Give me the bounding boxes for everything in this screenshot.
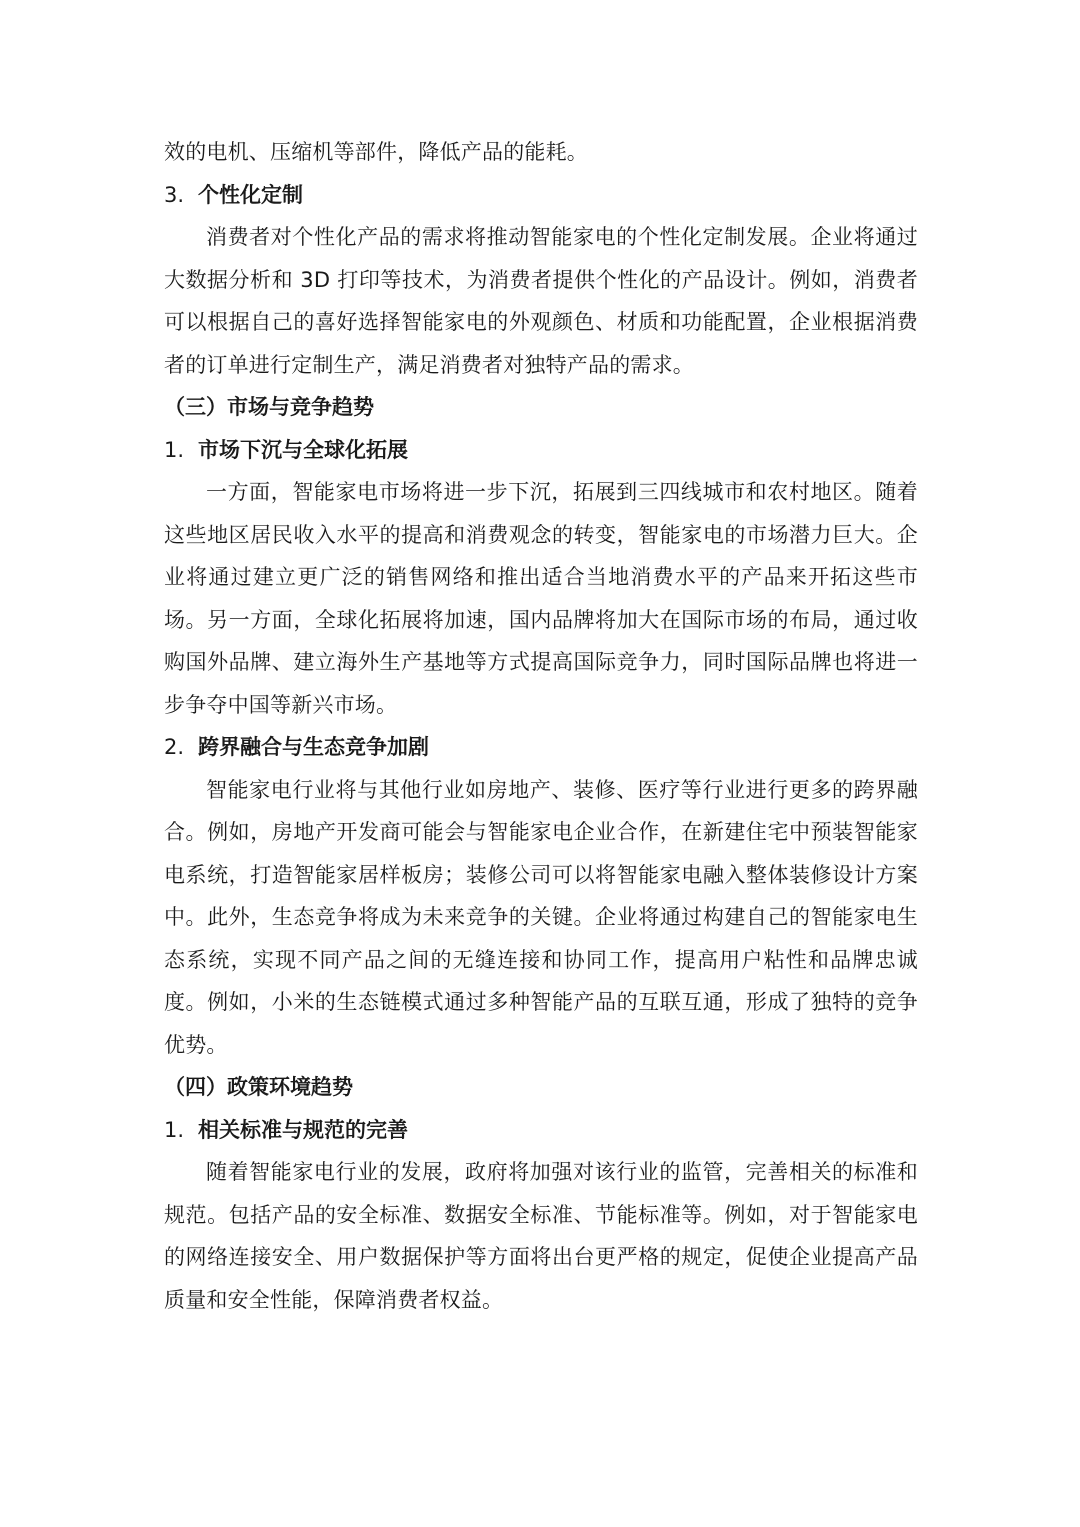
subheading-number: 1. xyxy=(164,437,185,462)
subheading-standards xyxy=(164,1109,918,1152)
subheading-number: 2. xyxy=(164,735,185,759)
subheading-crossover-ecosystem xyxy=(164,726,918,769)
paragraph-standards: 随着智能家电行业的发展，政府将加强对该行业的监管，完善相关的标准和规范。包括产品的安全标准、数据安全标准、节能标准等。例如，对于智能家电的网络连接安全、用户数据保护等方面将出台更严格的规定，促使企业提高产品质量和安全性能，保障消费者权益。 xyxy=(164,1160,918,1312)
paragraph-crossover-ecosystem: 智能家电行业将与其他行业如房地产、装修、医疗等行业进行更多的跨界融合。例如，房地产开发商可能会与智能家电企业合作，在新建住宅中预装智能家电系统，打造智能家居样板房；装修公司可以将智能家电融入整体装修设计方案中。此外，生态竞争将成为未来竞争的关键。企业将通过构建自己的智能家电生态系统，实现不同产品之间的无缝连接和协同工作，提高用户粘性和品牌忠诚度。例如，小米的生态链模式通过多种智能产品的互联互通，形成了独特的竞争优势。 xyxy=(164,777,918,1057)
subheading-text: 跨界融合与生态竞争加剧 xyxy=(198,735,429,759)
subheading-number: 3. xyxy=(164,182,185,207)
paragraph-continuation: 效的电机、压缩机等部件，降低产品的能耗。 xyxy=(164,140,588,164)
section-heading-policy-environment: （四）政策环境趋势 xyxy=(164,1075,353,1099)
subheading-text: 市场下沉与全球化拓展 xyxy=(198,437,408,462)
paragraph-market-expansion: 一方面，智能家电市场将进一步下沉，拓展到三四线城市和农村地区。随着这些地区居民收入水平的提高和消费观念的转变，智能家电的市场潜力巨大。企业将通过建立更广泛的销售网络和推出适合当地消费水平的产品来开拓这些市场。另一方面，全球化拓展将加速，国内品牌将加大在国际市场的布局，通过收购国外品牌、建立海外生产基地等方式提高国际竞争力，同时国际品牌也将进一步争夺中国等新兴市场。 xyxy=(164,480,918,717)
section-heading-market-competition: （三）市场与竞争趋势 xyxy=(164,395,374,419)
subheading-market-expansion xyxy=(164,429,918,472)
subheading-personalized-customization xyxy=(164,174,918,217)
paragraph-personalized-customization: 消费者对个性化产品的需求将推动智能家电的个性化定制发展。企业将通过大数据分析和 3D 打印等技术，为消费者提供个性化的产品设计。例如，消费者可以根据自己的喜好选择智能家电的外观颜色、材质和功能配置，企业根据消费者的订单进行定制生产，满足消费者对独特产品的需求。 xyxy=(164,225,918,377)
subheading-text: 相关标准与规范的完善 xyxy=(198,1117,408,1142)
document-body xyxy=(164,131,918,1321)
subheading-text: 个性化定制 xyxy=(198,182,303,207)
subheading-number: 1. xyxy=(164,1117,185,1142)
